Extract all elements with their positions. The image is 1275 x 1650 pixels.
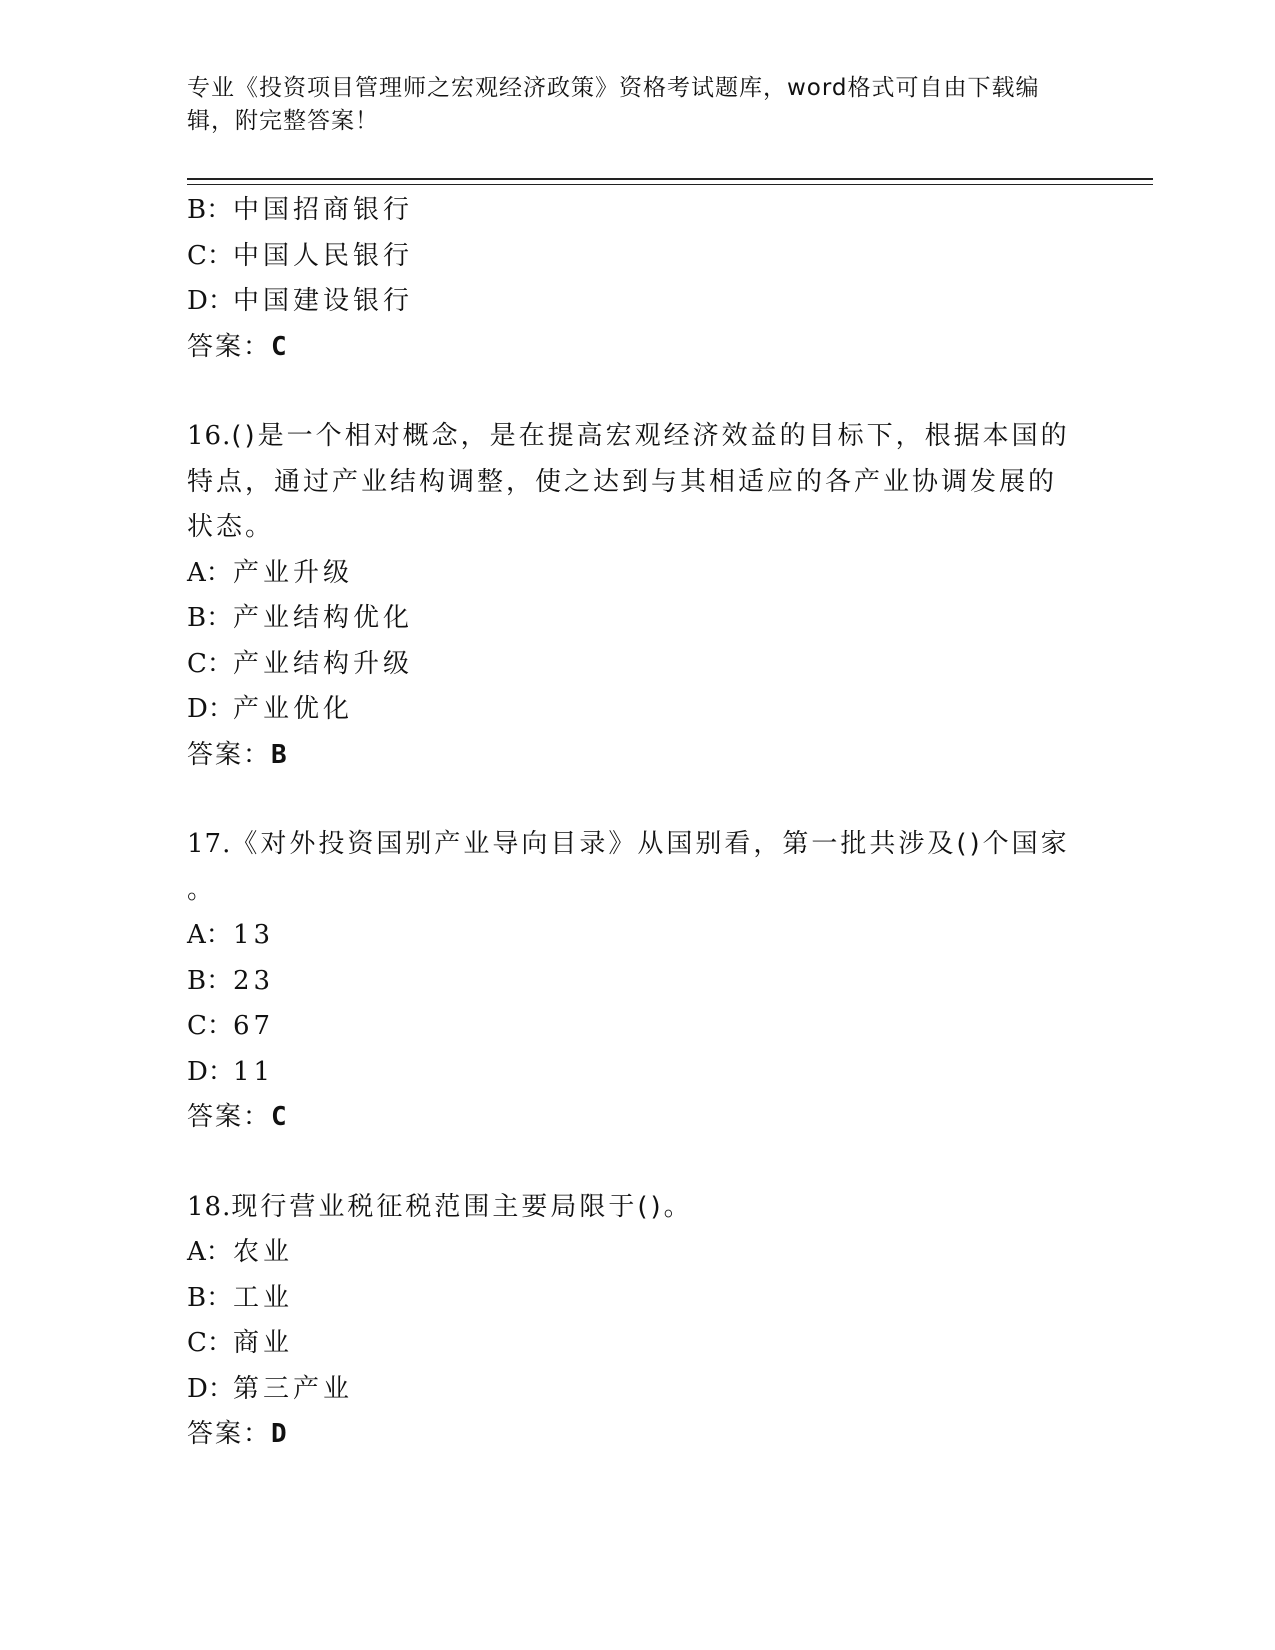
question-15 bbox=[187, 188, 1087, 370]
option-c bbox=[187, 642, 1087, 688]
answer-line bbox=[187, 733, 1087, 779]
option-b bbox=[187, 959, 1087, 1005]
option-key: D： bbox=[187, 1056, 234, 1087]
option-c bbox=[187, 1004, 1087, 1050]
answer-label: 答案： bbox=[187, 331, 272, 362]
question-stem-text: 现行营业税征税范围主要局限于()。 bbox=[231, 1191, 693, 1222]
answer-value: C bbox=[271, 331, 289, 362]
answer-label: 答案： bbox=[187, 1102, 272, 1132]
option-text: 中国建设银行 bbox=[233, 286, 414, 316]
header-divider-thin bbox=[187, 184, 1153, 185]
header-line-2: 辑，附完整答案！ bbox=[187, 108, 379, 134]
option-b bbox=[187, 1276, 1087, 1322]
question-stem-line: 状态。 bbox=[187, 512, 275, 542]
answer-value: B bbox=[271, 739, 289, 770]
question-stem-line: 特点，通过产业结构调整，使之达到与其相适应的各产业协调发展的 bbox=[187, 466, 1058, 497]
question-stem-line bbox=[187, 1185, 1087, 1231]
option-key: C： bbox=[187, 648, 233, 679]
option-key: D： bbox=[187, 694, 234, 724]
option-text: 产业升级 bbox=[233, 557, 354, 588]
option-c bbox=[187, 234, 1087, 280]
option-key: B： bbox=[187, 1282, 233, 1313]
option-b bbox=[187, 596, 1087, 642]
question-stem-line: 。 bbox=[187, 874, 217, 905]
option-text: 产业优化 bbox=[233, 694, 354, 724]
option-text: 农业 bbox=[233, 1237, 294, 1267]
option-text: 产业结构优化 bbox=[233, 603, 414, 633]
option-key: C： bbox=[187, 1011, 233, 1041]
question-list bbox=[187, 188, 1087, 1502]
option-key: B： bbox=[187, 965, 233, 996]
answer-line bbox=[187, 1095, 1087, 1141]
option-key: A： bbox=[187, 557, 232, 588]
question-stem-text: ()是一个相对概念，是在提高宏观经济效益的目标下，根据本国的 bbox=[231, 421, 1070, 451]
option-c bbox=[187, 1321, 1087, 1367]
option-key: B： bbox=[187, 603, 233, 633]
question-stem-line bbox=[187, 414, 1087, 460]
question-17 bbox=[187, 822, 1087, 1141]
option-key: A： bbox=[187, 920, 232, 950]
question-18 bbox=[187, 1185, 1087, 1458]
question-stem-text: 《对外投资国别产业导向目录》从国别看，第一批共涉及()个国家 bbox=[231, 829, 1070, 859]
option-d bbox=[187, 279, 1087, 325]
question-stem-line bbox=[187, 822, 1087, 868]
header-divider-thick bbox=[187, 178, 1153, 180]
answer-value: D bbox=[271, 1419, 289, 1449]
option-text: 23 bbox=[233, 965, 275, 996]
question-number: 16. bbox=[187, 421, 232, 451]
option-text: 11 bbox=[233, 1056, 275, 1087]
answer-label: 答案： bbox=[187, 739, 272, 770]
option-text: 中国人民银行 bbox=[233, 240, 414, 271]
option-text: 工业 bbox=[233, 1282, 294, 1313]
option-a bbox=[187, 913, 1087, 959]
question-number: 17. bbox=[187, 829, 232, 859]
answer-label: 答案： bbox=[187, 1419, 272, 1449]
option-key: C： bbox=[187, 1328, 233, 1358]
option-key: B： bbox=[187, 195, 233, 225]
option-key: D： bbox=[187, 1373, 234, 1404]
header-line-1: 专业《投资项目管理师之宏观经济政策》资格考试题库，word格式可自由下载编 bbox=[187, 75, 1040, 101]
answer-line bbox=[187, 325, 1087, 371]
document-header bbox=[187, 72, 1067, 138]
option-text: 67 bbox=[233, 1011, 275, 1041]
option-d bbox=[187, 1050, 1087, 1096]
option-text: 第三产业 bbox=[233, 1373, 354, 1404]
option-key: D： bbox=[187, 286, 234, 316]
answer-line bbox=[187, 1412, 1087, 1458]
option-b bbox=[187, 188, 1087, 234]
question-number: 18. bbox=[187, 1191, 232, 1222]
option-text: 产业结构升级 bbox=[233, 648, 414, 679]
option-text: 中国招商银行 bbox=[233, 195, 414, 225]
question-16 bbox=[187, 414, 1087, 778]
option-text: 商业 bbox=[233, 1328, 294, 1358]
option-key: C： bbox=[187, 240, 233, 271]
option-key: A： bbox=[187, 1237, 232, 1267]
option-d bbox=[187, 687, 1087, 733]
option-a bbox=[187, 551, 1087, 597]
option-a bbox=[187, 1230, 1087, 1276]
option-text: 13 bbox=[233, 920, 275, 950]
option-d bbox=[187, 1367, 1087, 1413]
answer-value: C bbox=[271, 1102, 289, 1132]
